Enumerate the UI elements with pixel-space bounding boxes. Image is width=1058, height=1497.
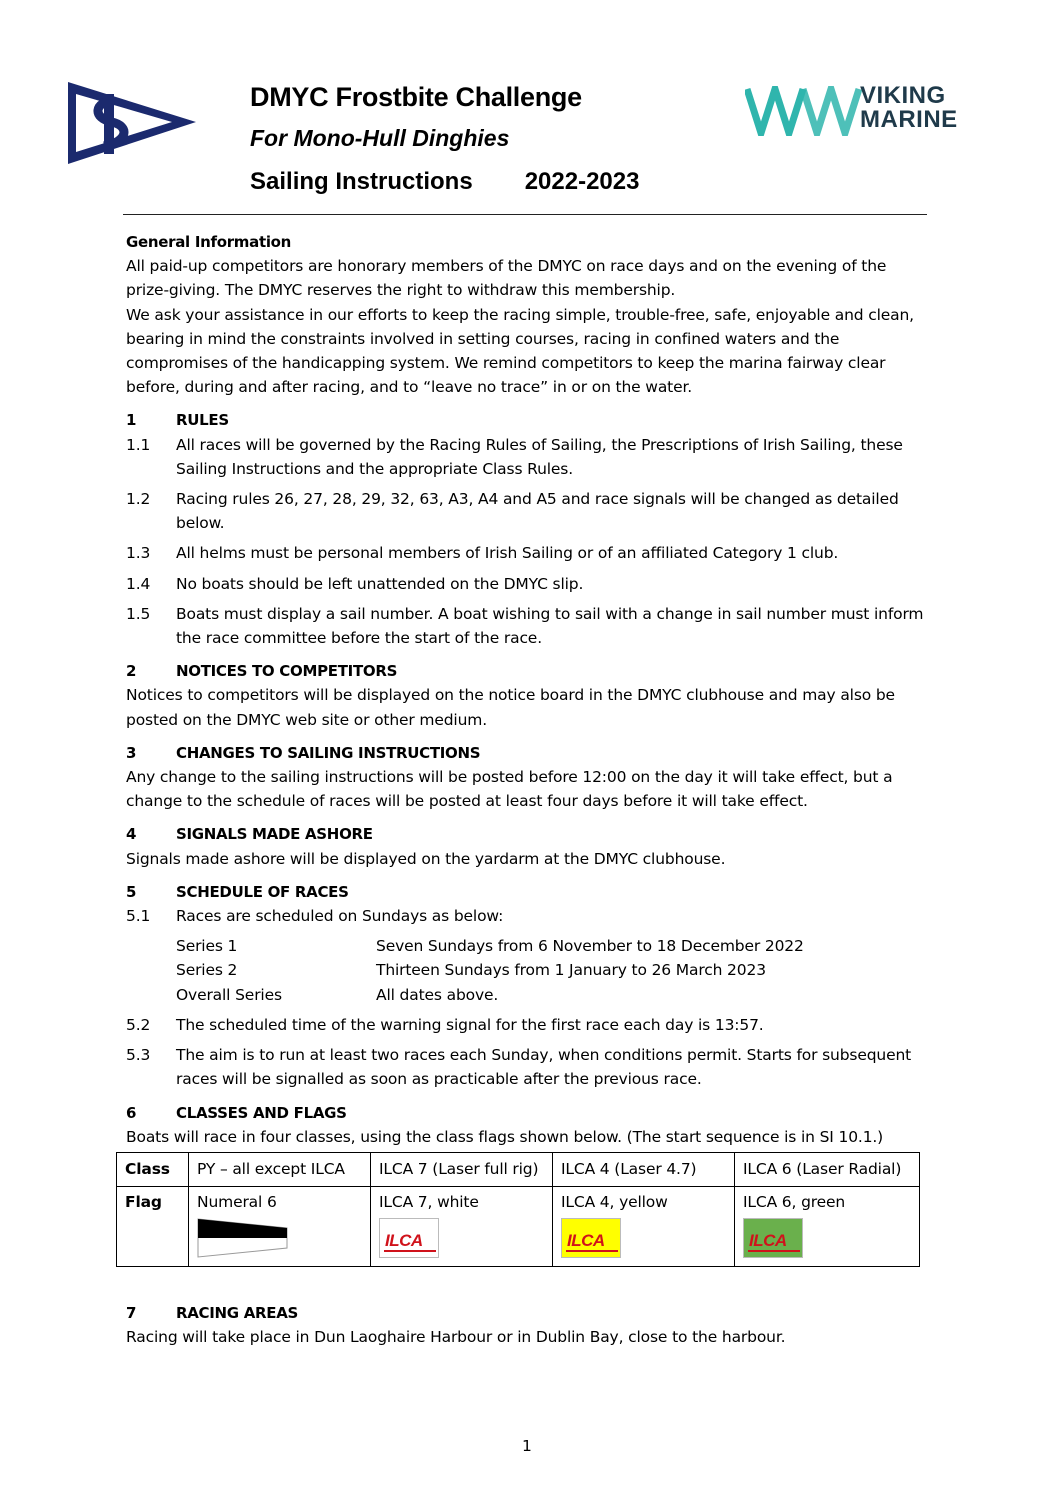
section-3-heading: 3 CHANGES TO SAILING INSTRUCTIONS xyxy=(126,743,481,762)
document-title: DMYC Frostbite Challenge xyxy=(250,82,582,112)
table-header-cell: Flag xyxy=(117,1186,189,1266)
ilca-flag-icon: ILCA xyxy=(561,1218,621,1258)
document-body xyxy=(126,230,932,1349)
section-2-heading: 2 NOTICES TO COMPETITORS xyxy=(126,662,398,681)
rule-item: 1.5 Boats must display a sail number. A boat wishing to sail with a change in sail number must inform the race committee before the start of the race. xyxy=(126,604,924,648)
ilca-flag-icon: ILCA xyxy=(743,1218,803,1258)
section-7-text: Racing will take place in Dun Laoghaire Harbour or in Dublin Bay, close to the harbour. xyxy=(126,1328,786,1347)
sponsor-name xyxy=(860,84,958,132)
header-divider xyxy=(123,214,927,215)
section-4-heading: 4 SIGNALS MADE ASHORE xyxy=(126,825,373,844)
rule-item: 1.3 All helms must be personal members of Irish Sailing or of an affiliated Category 1 club. xyxy=(126,544,839,563)
table-cell: ILCA 6 (Laser Radial) xyxy=(735,1152,920,1186)
table-cell xyxy=(371,1186,553,1266)
table-cell xyxy=(735,1186,920,1266)
table-cell xyxy=(189,1186,371,1266)
rule-item: 1.1 All races will be governed by the Racing Rules of Sailing, the Prescriptions of Irish Sailing, these Sailing Instructions and the appropriate Class Rules. xyxy=(126,435,903,478)
ilca-flag-icon: ILCA xyxy=(379,1218,439,1258)
flag-label: ILCA 6, green xyxy=(743,1192,846,1211)
schedule-item: 5.3 The aim is to run at least two races each Sunday, when conditions permit. Starts for subsequent races will be signalled as soon as practicable after the previous race. xyxy=(126,1046,912,1089)
document-subtitle: For Mono-Hull Dinghies xyxy=(250,125,510,151)
section-7-heading: 7 RACING AREAS xyxy=(126,1303,299,1322)
general-heading: General Information xyxy=(126,233,292,251)
general-para1: All paid-up competitors are honorary members of the DMYC on race days and on the evening of the prize-giving. The DMYC reserves the right to withdraw this membership. xyxy=(126,257,887,300)
flag-label: Numeral 6 xyxy=(197,1192,277,1211)
schedule-item: 5.1 Races are scheduled on Sundays as below: xyxy=(126,907,504,926)
section-1-heading: 1 RULES xyxy=(126,411,229,430)
table-cell: PY – all except ILCA xyxy=(189,1152,371,1186)
section-6-text: Boats will race in four classes, using the class flags shown below. (The start sequence is in SI 10.1.) xyxy=(126,1127,884,1146)
section-2-text: Notices to competitors will be displayed on the notice board in the DMYC clubhouse and may also be posted on the DMYC web site or other medium. xyxy=(126,686,895,729)
flag-label: ILCA 7, white xyxy=(379,1192,479,1211)
series-name: Overall Series xyxy=(176,985,282,1004)
table-row xyxy=(117,1152,920,1186)
class-flags-table xyxy=(116,1152,920,1267)
series-name: Series 1 xyxy=(176,937,238,956)
table-row xyxy=(117,1186,920,1266)
document-heading xyxy=(250,168,639,196)
rule-item: 1.2 Racing rules 26, 27, 28, 29, 32, 63, A3, A4 and A5 and race signals will be changed as detailed below. xyxy=(126,490,899,533)
schedule-table xyxy=(176,934,932,1007)
series-dates: Thirteen Sundays from 1 January to 26 March 2023 xyxy=(376,961,766,980)
series-dates: All dates above. xyxy=(376,985,499,1004)
doc-title: Sailing Instructions xyxy=(250,168,473,195)
sponsor-line1: VIKING xyxy=(860,82,946,109)
series-name: Series 2 xyxy=(176,961,238,980)
section-4-text: Signals made ashore will be displayed on the yardarm at the DMYC clubhouse. xyxy=(126,849,726,868)
sponsor-line2: MARINE xyxy=(860,106,958,133)
general-para2: We ask your assistance in our efforts to keep the racing simple, trouble-free, safe, enjoyable and clean, bearing in mind the constraints involved in setting courses, racing in confined waters and the compromises of the handicapping system. We remind competitors to keep the marina fairway clear before, during and after racing, and to “leave no trace” in or on the water. xyxy=(126,305,914,397)
section-6-heading: 6 CLASSES AND FLAGS xyxy=(126,1103,347,1122)
series-dates: Seven Sundays from 6 November to 18 December 2022 xyxy=(376,937,804,956)
table-cell: ILCA 4 (Laser 4.7) xyxy=(553,1152,735,1186)
rule-item: 1.4 No boats should be left unattended on the DMYC slip. xyxy=(126,574,584,593)
table-header-cell: Class xyxy=(117,1152,189,1186)
table-cell xyxy=(553,1186,735,1266)
flag-label: ILCA 4, yellow xyxy=(561,1192,668,1211)
table-cell: ILCA 7 (Laser full rig) xyxy=(371,1152,553,1186)
page-number: 1 xyxy=(522,1437,532,1455)
dmyc-burgee-logo xyxy=(64,80,200,166)
schedule-item: 5.2 The scheduled time of the warning signal for the first race each day is 13:57. xyxy=(126,1015,764,1034)
section-5-heading: 5 SCHEDULE OF RACES xyxy=(126,882,349,901)
section-3-text: Any change to the sailing instructions will be posted before 12:00 on the day it will take effect, but a change to the schedule of races will be posted at least four days before it will take effect. xyxy=(126,768,893,811)
numeral-6-pendant-icon xyxy=(197,1218,289,1258)
season: 2022-2023 xyxy=(524,168,640,195)
